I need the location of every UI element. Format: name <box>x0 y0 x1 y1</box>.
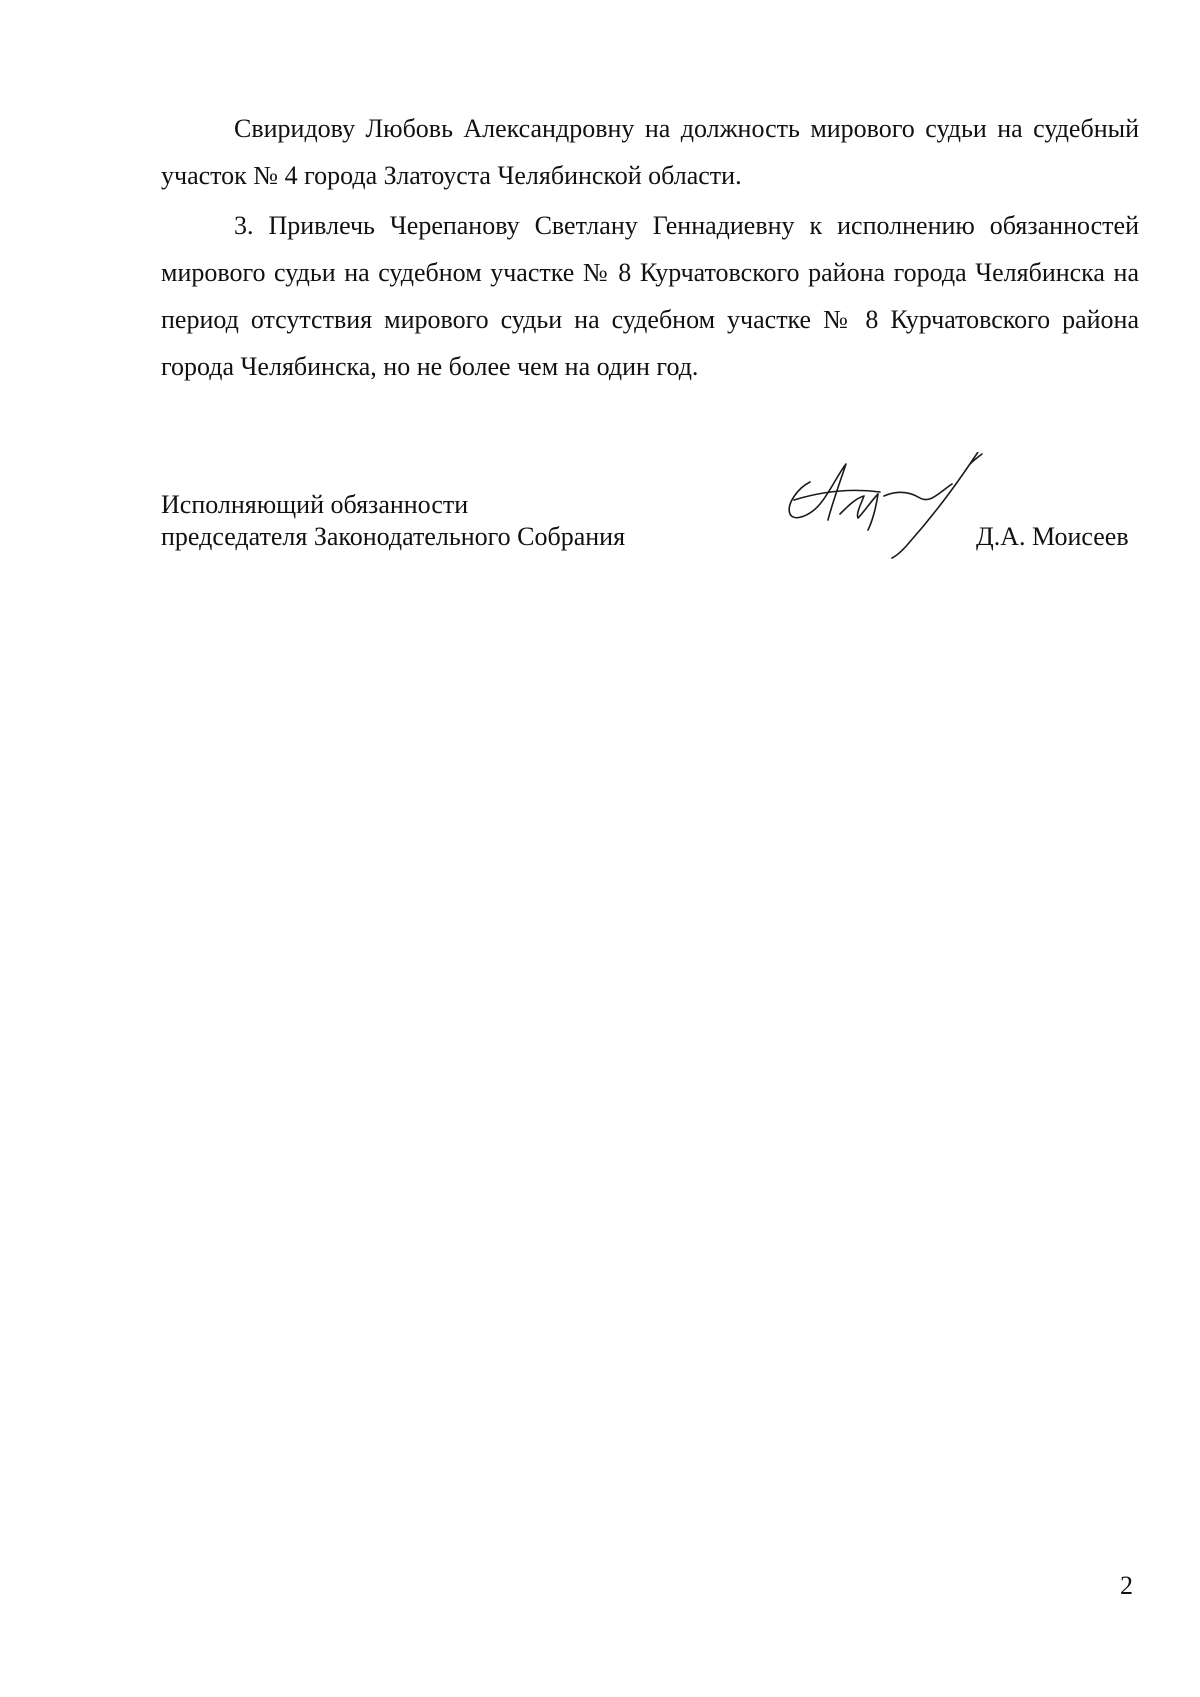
document-paragraph-continuation <box>161 105 1139 199</box>
document-paragraph-item-3 <box>161 202 1139 390</box>
signer-name: Д.А. Моисеев <box>976 522 1129 551</box>
paragraph-text: Свиридову Любовь Александровну на должность мирового судьи на судебный участок № 4 города Златоуста Челябинской области. <box>161 114 1139 190</box>
paragraph-text: 3. Привлечь Черепанову Светлану Геннадиевну к исполнению обязанностей мирового судьи на судебном участке № 8 Курчатовского района города Челябинска на период отсутствия мирового судьи на судебном участке № 8 Курчатовского района города Челябинска, но не более чем на один год. <box>161 211 1139 381</box>
page-number: 2 <box>1120 1571 1133 1600</box>
signatory-position-line-2: председателя Законодательного Собрания <box>161 522 626 551</box>
signatory-position <box>161 489 625 553</box>
signatory-position-line-1: Исполняющий обязанности <box>161 490 469 519</box>
